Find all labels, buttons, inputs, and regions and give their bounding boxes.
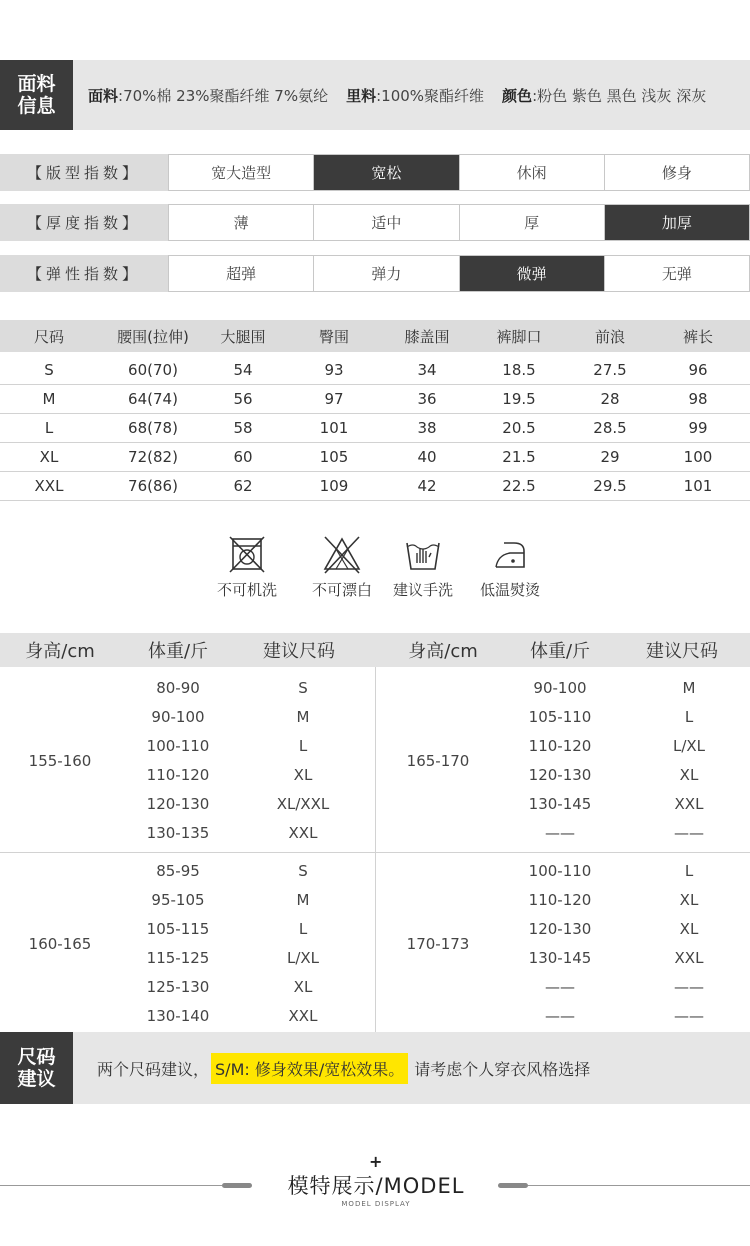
size-header-cell: 大腿围 [220, 327, 266, 346]
fabric-details [88, 60, 706, 130]
rec-weight-cell: 100-110 [528, 862, 592, 880]
model-display-subtitle: MODEL DISPLAY [341, 1200, 411, 1208]
size-table-cell: 101 [683, 477, 713, 495]
size-table-cell: 56 [233, 390, 253, 408]
plus-icon: + [369, 1152, 383, 1171]
suggest-tag-line1: 尺码 [17, 1046, 56, 1068]
hand-wash-icon [403, 535, 443, 575]
size-table-cell: 34 [417, 361, 437, 379]
rec-size-cell: XXL [288, 1007, 318, 1025]
rec-header-cell: 体重/斤 [147, 641, 209, 662]
model-display-section [0, 1150, 750, 1220]
rec-weight-cell: 130-145 [528, 795, 592, 813]
rec-weight-cell: 85-95 [156, 862, 200, 880]
size-table-cell: 40 [417, 448, 437, 466]
thickness-index-label: 【厚度指数】 [0, 204, 168, 241]
size-table-cell: 98 [688, 390, 708, 408]
rec-weight-cell: —— [545, 978, 575, 996]
rec-weight-cell: 130-135 [146, 824, 210, 842]
rec-header-cell: 身高/cm [408, 641, 478, 662]
rec-weight-cell: 100-110 [146, 737, 210, 755]
size-table-cell: S [44, 361, 54, 379]
rec-size-cell: XL [679, 766, 699, 784]
fit-index-label: 【版型指数】 [0, 154, 168, 191]
size-table-row [0, 385, 750, 414]
size-table-header [0, 320, 750, 352]
rec-weight-cell: 120-130 [528, 920, 592, 938]
rec-size-cell: XL/XXL [276, 795, 330, 813]
size-table-cell: 72(82) [128, 448, 178, 466]
elasticity-option: 超弹 [168, 256, 313, 291]
size-table-cell: 42 [417, 477, 437, 495]
rec-size-cell: —— [674, 824, 704, 842]
size-table-cell: M [42, 390, 56, 408]
fabric-info-banner [0, 60, 750, 130]
size-header-cell: 尺码 [33, 327, 64, 346]
size-table-cell: 68(78) [128, 419, 178, 437]
size-table-cell: XL [39, 448, 59, 466]
rec-size-cell: M [682, 679, 696, 697]
rec-size-cell: XL [293, 766, 313, 784]
care-label: 不可机洗 [216, 581, 277, 599]
rec-size-cell: XXL [674, 795, 704, 813]
right-divider-pill [498, 1183, 528, 1188]
thickness-index-row [0, 204, 750, 241]
size-table-cell: 27.5 [593, 361, 627, 379]
rec-weight-cell: 110-120 [528, 891, 592, 909]
size-table-cell: 28.5 [593, 419, 627, 437]
rec-size-cell: M [296, 708, 310, 726]
care-item-no-machine-wash [207, 535, 287, 605]
rec-size-cell: XXL [288, 824, 318, 842]
care-item-low-temp-iron [470, 535, 550, 605]
fit-option-selected: 宽松 [313, 155, 458, 190]
thickness-option: 薄 [168, 205, 313, 240]
left-divider-pill [222, 1183, 252, 1188]
rec-size-cell: S [298, 679, 308, 697]
rec-weight-cell: 80-90 [156, 679, 200, 697]
fit-option: 休闲 [459, 155, 604, 190]
size-table-cell: 99 [688, 419, 708, 437]
rec-weight-cell: 105-110 [528, 708, 592, 726]
size-table-cell: 36 [417, 390, 437, 408]
rec-header-cell: 建议尺码 [646, 641, 718, 662]
size-table-cell: 100 [683, 448, 713, 466]
rec-size-cell: S [298, 862, 308, 880]
size-table-cell: 60(70) [128, 361, 178, 379]
rec-size-cell: XL [679, 891, 699, 909]
size-header-cell: 腰围(拉伸) [117, 327, 189, 346]
suggestion-prefix: 两个尺码建议， [97, 1059, 210, 1079]
size-header-cell: 膝盖围 [404, 327, 450, 346]
rec-weight-cell: 105-115 [146, 920, 210, 938]
care-label: 低温熨烫 [479, 581, 540, 599]
size-table-row [0, 443, 750, 472]
fabric-info-tag [0, 60, 73, 130]
rec-height-cell: 155-160 [28, 751, 92, 770]
size-table-cell: L [44, 419, 54, 437]
thickness-option: 厚 [459, 205, 604, 240]
thickness-option-selected: 加厚 [604, 205, 749, 240]
rec-weight-cell: 95-105 [151, 891, 205, 909]
low-temp-iron-icon [490, 535, 530, 575]
rec-size-cell: XXL [674, 949, 704, 967]
suggestion-suffix: 请考虑个人穿衣风格选择 [414, 1059, 591, 1079]
rec-weight-cell: 130-140 [146, 1007, 210, 1025]
rec-size-cell: —— [674, 1007, 704, 1025]
lining-value: :100%聚酯纤维 [376, 86, 485, 105]
size-table-cell: 22.5 [502, 477, 536, 495]
care-label: 建议手洗 [392, 581, 453, 599]
elasticity-option: 弹力 [313, 256, 458, 291]
size-suggestion-tag [0, 1032, 73, 1104]
rec-weight-cell: —— [545, 824, 575, 842]
rec-header-cell: 建议尺码 [263, 641, 335, 662]
material-label: 面料 [88, 86, 119, 105]
rec-weight-cell: 125-130 [146, 978, 210, 996]
rec-size-cell: —— [674, 978, 704, 996]
rec-size-cell: L [298, 920, 308, 938]
size-table-cell: XXL [34, 477, 64, 495]
left-divider-line [0, 1185, 222, 1186]
size-suggestion-banner [0, 1032, 750, 1104]
size-table-cell: 64(74) [128, 390, 178, 408]
material-value: :70%棉 23%聚酯纤维 7%氨纶 [118, 86, 329, 105]
rec-size-cell: L [684, 862, 694, 880]
rec-size-cell: XL [293, 978, 313, 996]
size-table-cell: 101 [319, 419, 349, 437]
size-table-cell: 21.5 [502, 448, 536, 466]
elasticity-option: 无弹 [604, 256, 749, 291]
rec-weight-cell: 130-145 [528, 949, 592, 967]
size-table-cell: 97 [324, 390, 344, 408]
size-header-cell: 裤脚口 [496, 327, 542, 346]
rec-weight-cell: —— [545, 1007, 575, 1025]
rec-size-cell: L [684, 708, 694, 726]
suggestion-text [97, 1032, 590, 1104]
rec-weight-cell: 90-100 [533, 679, 587, 697]
size-table-cell: 109 [319, 477, 349, 495]
lining-label: 里料 [346, 86, 377, 105]
size-table-cell: 76(86) [128, 477, 178, 495]
rec-size-cell: L [298, 737, 308, 755]
size-table-cell: 20.5 [502, 419, 536, 437]
rec-header-cell: 身高/cm [25, 641, 95, 662]
size-table-cell: 62 [233, 477, 253, 495]
size-table-row [0, 472, 750, 501]
size-table-cell: 28 [600, 390, 620, 408]
size-table-cell: 19.5 [502, 390, 536, 408]
right-divider-line [528, 1185, 750, 1186]
size-table-row [0, 414, 750, 443]
size-table-cell: 60 [233, 448, 253, 466]
elasticity-index-row [0, 255, 750, 292]
size-table-cell: 96 [688, 361, 708, 379]
suggestion-highlight: S/M: 修身效果/宽松效果。 [211, 1053, 408, 1084]
fabric-tag-line1: 面料 [17, 73, 56, 95]
size-header-cell: 裤长 [682, 327, 713, 346]
size-table-cell: 38 [417, 419, 437, 437]
care-item-hand-wash [383, 535, 463, 605]
rec-weight-cell: 120-130 [528, 766, 592, 784]
rec-size-cell: XL [679, 920, 699, 938]
rec-header-cell: 体重/斤 [529, 641, 591, 662]
suggest-tag-line2: 建议 [17, 1068, 56, 1090]
rec-size-cell: L/XL [286, 949, 320, 967]
rec-height-cell: 170-173 [406, 934, 470, 953]
elasticity-option-selected: 微弹 [459, 256, 604, 291]
fit-option: 修身 [604, 155, 749, 190]
size-table-cell: 105 [319, 448, 349, 466]
thickness-option: 适中 [313, 205, 458, 240]
size-header-cell: 前浪 [594, 327, 625, 346]
no-bleach-icon [322, 535, 362, 575]
size-table-cell: 18.5 [502, 361, 536, 379]
size-table-cell: 29.5 [593, 477, 627, 495]
care-item-no-bleach [302, 535, 382, 605]
rec-weight-cell: 110-120 [146, 766, 210, 784]
no-machine-wash-icon [227, 535, 267, 575]
size-table-cell: 29 [600, 448, 620, 466]
recommend-table-header [0, 633, 750, 667]
size-table-row [0, 356, 750, 385]
care-label: 不可漂白 [311, 581, 372, 599]
rec-height-cell: 160-165 [28, 934, 92, 953]
rec-height-cell: 165-170 [406, 751, 470, 770]
size-table-cell: 93 [324, 361, 344, 379]
size-table-cell: 54 [233, 361, 253, 379]
elasticity-index-label: 【弹性指数】 [0, 255, 168, 292]
rec-vertical-divider [375, 667, 376, 1032]
size-header-cell: 臀围 [318, 327, 349, 346]
fabric-tag-line2: 信息 [17, 95, 56, 117]
color-value: :粉色 紫色 黑色 浅灰 深灰 [532, 86, 707, 105]
rec-weight-cell: 120-130 [146, 795, 210, 813]
color-label: 颜色 [502, 86, 533, 105]
rec-weight-cell: 90-100 [151, 708, 205, 726]
fit-option: 宽大造型 [168, 155, 313, 190]
rec-weight-cell: 110-120 [528, 737, 592, 755]
model-display-title: 模特展示/MODEL [287, 1174, 465, 1198]
rec-horizontal-divider [0, 852, 750, 853]
rec-size-cell: M [296, 891, 310, 909]
fit-index-row [0, 154, 750, 191]
rec-weight-cell: 115-125 [146, 949, 210, 967]
rec-size-cell: L/XL [672, 737, 706, 755]
size-table-cell: 58 [233, 419, 253, 437]
